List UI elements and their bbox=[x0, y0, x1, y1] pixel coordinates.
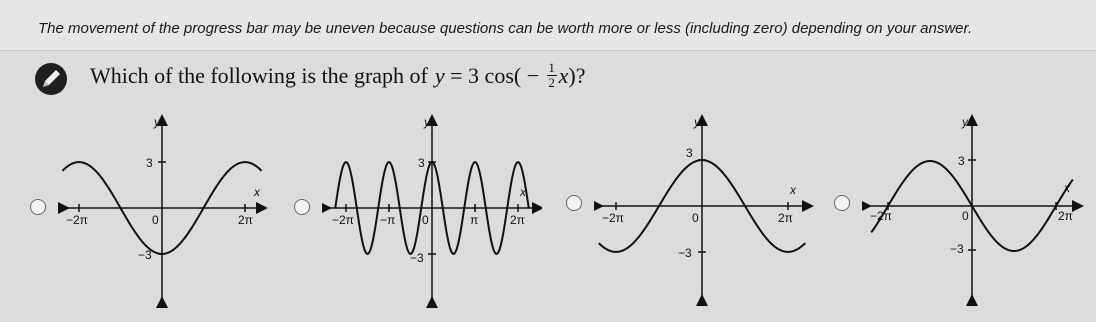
option-b-label-2pi: 2π bbox=[510, 213, 525, 227]
option-c-x-label: x bbox=[790, 183, 796, 197]
option-a-graph[interactable] bbox=[58, 110, 268, 310]
fraction-denominator: 2 bbox=[548, 75, 555, 90]
option-b-radio[interactable] bbox=[294, 199, 310, 215]
option-a-x-label: x bbox=[254, 185, 260, 199]
option-b-graph[interactable] bbox=[322, 110, 542, 310]
option-c-label-neg3: −3 bbox=[678, 246, 692, 260]
equation-end: )? bbox=[568, 62, 586, 88]
fraction-numerator: 1 bbox=[548, 60, 555, 75]
equation-lhs: y bbox=[434, 62, 445, 88]
option-c-label-0: 0 bbox=[692, 211, 699, 225]
option-d-label-3: 3 bbox=[958, 154, 965, 168]
option-c-graph[interactable] bbox=[594, 110, 814, 310]
option-a-y-label: y bbox=[154, 115, 160, 129]
pencil-icon bbox=[34, 62, 68, 96]
option-a-label-2pi: 2π bbox=[238, 213, 253, 227]
option-a-label-neg2pi: −2π bbox=[66, 213, 88, 227]
option-b-y-label: y bbox=[424, 115, 430, 129]
option-c-label-neg2pi: −2π bbox=[602, 211, 624, 225]
option-d-label-neg2pi: −2π bbox=[870, 209, 892, 223]
option-d-label-0: 0 bbox=[962, 209, 969, 223]
option-c-radio[interactable] bbox=[566, 195, 582, 211]
option-a-label-3: 3 bbox=[146, 156, 153, 170]
option-d-y-label: y bbox=[962, 115, 968, 129]
option-d-radio[interactable] bbox=[834, 195, 850, 211]
option-a-radio[interactable] bbox=[30, 199, 46, 215]
option-b-label-neg3: −3 bbox=[410, 251, 424, 265]
equation-fraction bbox=[547, 62, 557, 89]
option-d-label-neg3: −3 bbox=[950, 242, 964, 256]
equation-variable: x bbox=[558, 62, 569, 88]
option-b-x-label: x bbox=[520, 185, 526, 199]
progress-notice-banner bbox=[0, 0, 1096, 51]
option-c-label-3: 3 bbox=[686, 146, 693, 160]
progress-notice-text: The movement of the progress bar may be uneven because questions can be worth more or less (including zero) depending on your answer. bbox=[38, 20, 973, 37]
option-c-label-2pi: 2π bbox=[778, 211, 793, 225]
option-d-x-label: x bbox=[1064, 181, 1070, 195]
option-d-graph[interactable] bbox=[862, 110, 1084, 310]
option-b-label-neg2pi: −2π bbox=[332, 213, 354, 227]
option-b-label-3: 3 bbox=[418, 156, 425, 170]
option-a-label-neg3: −3 bbox=[138, 248, 152, 262]
option-b-label-pi: π bbox=[470, 213, 479, 227]
option-c-y-label: y bbox=[694, 115, 700, 129]
option-a-label-0: 0 bbox=[152, 213, 159, 227]
option-d-label-2pi: 2π bbox=[1058, 209, 1073, 223]
option-b-label-0: 0 bbox=[422, 213, 429, 227]
question-text bbox=[90, 62, 585, 89]
option-b-label-negpi: −π bbox=[380, 213, 396, 227]
question-prefix: Which of the following is the graph of bbox=[90, 62, 428, 88]
equation-middle: = 3 cos( − bbox=[444, 62, 545, 88]
